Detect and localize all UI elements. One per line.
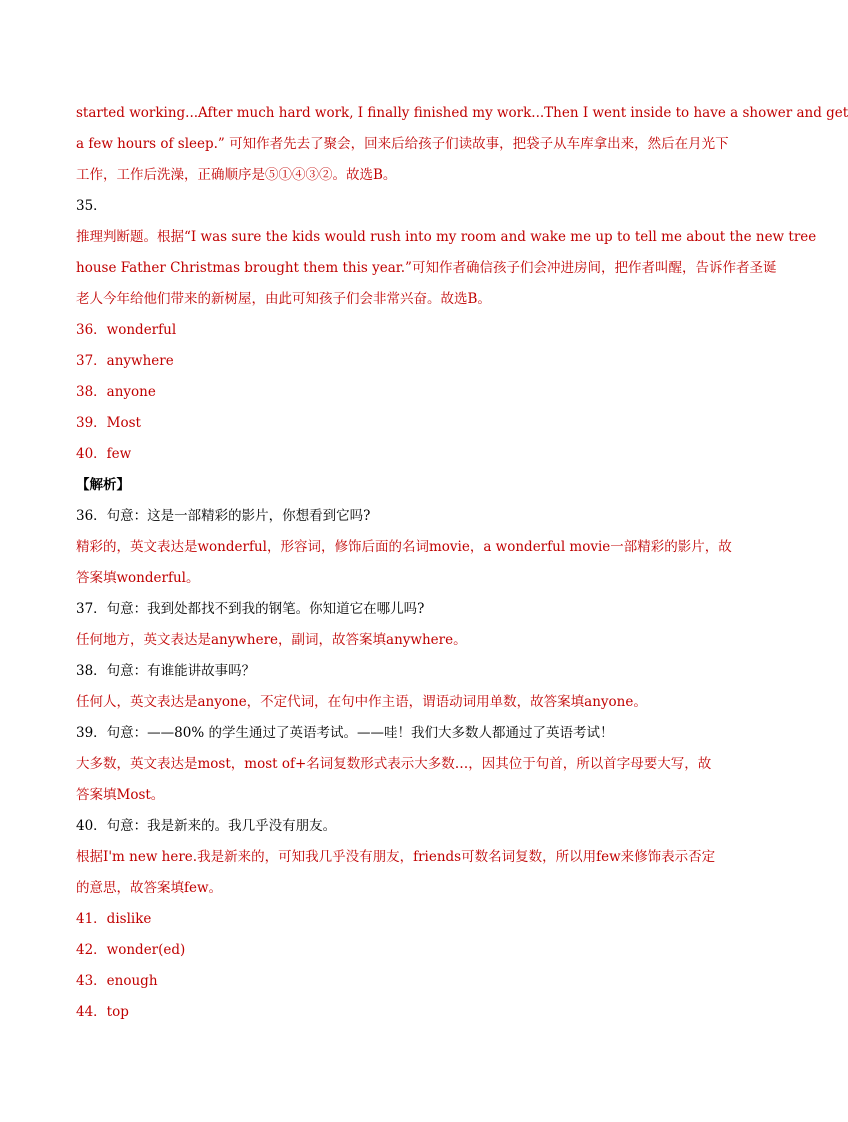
explanation-line: 答案填Most。 [76,787,165,803]
answer-item: 36．wonderful [76,322,177,338]
sentence-meaning: 40．句意：我是新来的。我几乎没有朋友。 [76,818,337,834]
question-number: 35． [76,198,107,214]
text-line: a few hours of sleep.” 可知作者先去了聚会，回来后给孩子们读故事，把袋子从车库拿出来，然后在月光下 [76,136,729,152]
answer-item: 38．anyone [76,384,156,400]
explanation-line: 精彩的，英文表达是wonderful，形容词，修饰后面的名词movie，a wonderful movie一部精彩的影片，故 [76,539,732,555]
explanation-line: 大多数，英文表达是most，most of+名词复数形式表示大多数…，因其位于句首，所以首字母要大写，故 [76,756,712,772]
text-line: 老人今年给他们带来的新树屋，由此可知孩子们会非常兴奋。故选B。 [76,291,491,307]
sentence-meaning: 38．句意：有谁能讲故事吗？ [76,663,256,679]
explanation-line: 根据I'm new here.我是新来的，可知我几乎没有朋友，friends可数名词复数，所以用few来修饰表示否定 [76,849,716,865]
answer-item: 41．dislike [76,911,152,927]
analysis-heading: 【解析】 [76,477,130,493]
answer-item: 43．enough [76,973,158,989]
text-line: house Father Christmas brought them this year.”可知作者确信孩子们会冲进房间，把作者叫醒，告诉作者圣诞 [76,260,777,276]
explanation-line: 的意思，故答案填few。 [76,880,223,896]
answer-item: 39．Most [76,415,141,431]
answer-item: 44．top [76,1004,129,1020]
answer-item: 42．wonder(ed) [76,942,186,958]
sentence-meaning: 36．句意：这是一部精彩的影片，你想看到它吗? [76,508,371,524]
sentence-meaning: 39．句意：——80% 的学生通过了英语考试。——哇！我们大多数人都通过了英语考试！ [76,725,614,741]
explanation-line: 任何人，英文表达是anyone，不定代词，在句中作主语，谓语动词用单数，故答案填anyone。 [76,694,647,710]
document-page [76,98,848,1028]
text-line: 推理判断题。根据“I was sure the kids would rush into my room and wake me up to tell me about the new tree [76,229,817,245]
answer-item: 40．few [76,446,132,462]
sentence-meaning: 37．句意：我到处都找不到我的钢笔。你知道它在哪儿吗? [76,601,425,617]
answer-item: 37．anywhere [76,353,174,369]
text-line: 工作，工作后洗澡，正确顺序是⑤①④③②。故选B。 [76,167,397,183]
explanation-line: 答案填wonderful。 [76,570,200,586]
explanation-line: 任何地方，英文表达是anywhere，副词，故答案填anywhere。 [76,632,467,648]
text-line: started working...After much hard work, I finally finished my work...Then I went inside to have a shower and get [76,105,848,121]
